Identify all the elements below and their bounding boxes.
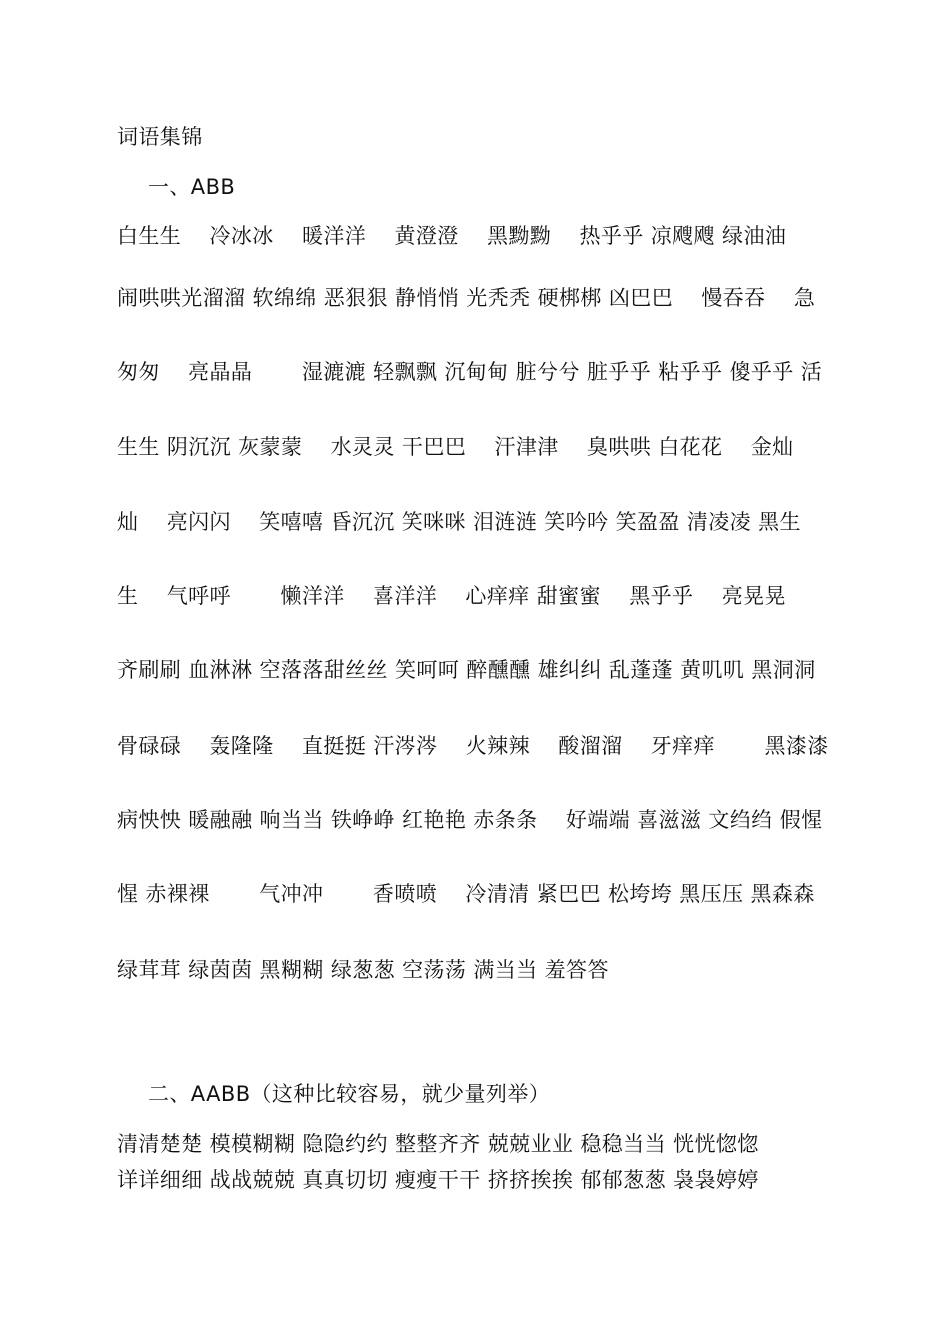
abb-line: 灿 亮闪闪 笑嘻嘻 昏沉沉 笑咪咪 泪涟涟 笑吟吟 笑盈盈 清凌凌 黑生 — [117, 510, 801, 534]
aabb-line: 清清楚楚 模模糊糊 隐隐约约 整整齐齐 兢兢业业 稳稳当当 恍恍惚惚 — [117, 1132, 759, 1156]
document-title: 词语集锦 — [117, 125, 203, 149]
abb-line: 生生 阴沉沉 灰蒙蒙 水灵灵 干巴巴 汗津津 臭哄哄 白花花 金灿 — [117, 435, 794, 459]
abb-line: 匆匆 亮晶晶 湿漉漉 轻飘飘 沉甸甸 脏兮兮 脏乎乎 粘乎乎 傻乎乎 活 — [117, 360, 823, 384]
abb-line: 惺 赤裸裸 气冲冲 香喷喷 冷清清 紧巴巴 松垮垮 黑压压 黑森森 — [117, 882, 815, 906]
section-heading-abb: 一、ABB — [148, 175, 236, 199]
abb-line: 绿茸茸 绿茵茵 黑糊糊 绿葱葱 空荡荡 满当当 羞答答 — [117, 958, 609, 982]
abb-line: 骨碌碌 轰隆隆 直挺挺 汗涔涔 火辣辣 酸溜溜 牙痒痒 黑漆漆 — [117, 734, 829, 758]
abb-line: 生 气呼呼 懒洋洋 喜洋洋 心痒痒 甜蜜蜜 黑乎乎 亮晃晃 — [117, 584, 786, 608]
abb-line: 白生生 冷冰冰 暖洋洋 黄澄澄 黑黝黝 热乎乎 凉飕飕 绿油油 — [117, 224, 787, 248]
abb-line: 齐刷刷 血淋淋 空落落甜丝丝 笑呵呵 醉醺醺 雄纠纠 乱蓬蓬 黄叽叽 黑洞洞 — [117, 658, 816, 682]
section-heading-aabb: 二、AABB（这种比较容易，就少量列举） — [148, 1082, 551, 1106]
aabb-line: 详详细细 战战兢兢 真真切切 瘦瘦干干 挤挤挨挨 郁郁葱葱 袅袅婷婷 — [117, 1168, 759, 1192]
abb-line: 闹哄哄光溜溜 软绵绵 恶狠狠 静悄悄 光秃秃 硬梆梆 凶巴巴 慢吞吞 急 — [117, 286, 816, 310]
abb-line: 病怏怏 暖融融 响当当 铁峥峥 红艳艳 赤条条 好端端 喜滋滋 文绉绉 假惺 — [117, 808, 823, 832]
